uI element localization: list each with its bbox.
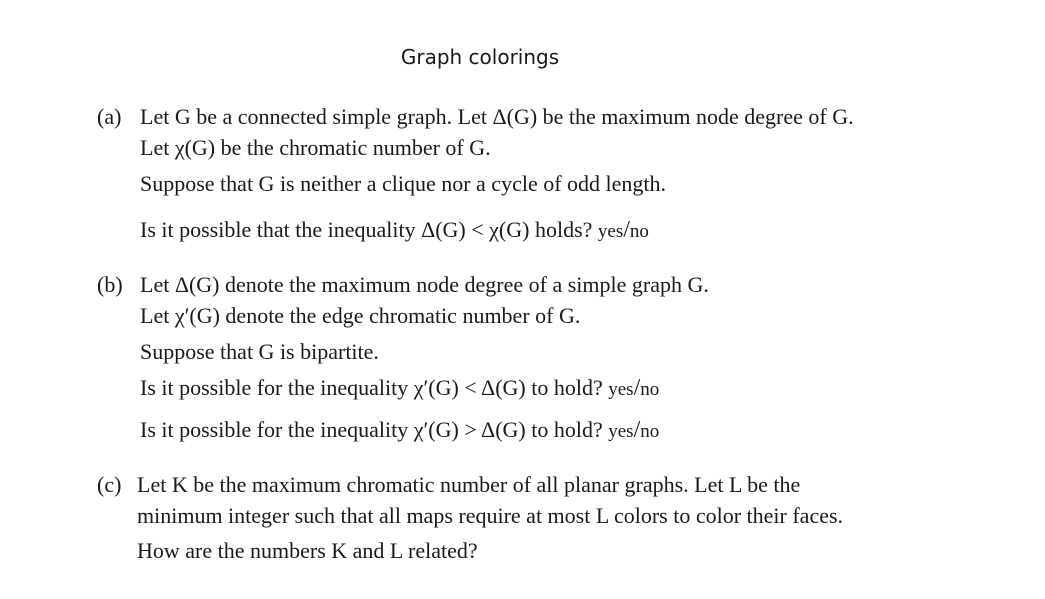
part-a-slash: / bbox=[623, 217, 630, 243]
part-a-line-3: Suppose that G is neither a clique nor a cycle of odd length. bbox=[140, 171, 667, 196]
part-b-question-2-text: Is it possible for the inequality χ′(G) > Δ(G) to hold? bbox=[140, 417, 603, 442]
part-b-q2-no-option[interactable]: no bbox=[640, 421, 660, 442]
part-b-label: (b) bbox=[97, 272, 123, 297]
part-b-q1-no-option[interactable]: no bbox=[640, 379, 660, 400]
part-b-question-1 bbox=[140, 375, 659, 403]
part-a-question-text: Is it possible that the inequality Δ(G) < χ(G) holds? bbox=[140, 217, 593, 242]
part-a-question bbox=[140, 217, 649, 245]
part-c-label: (c) bbox=[97, 472, 122, 497]
part-b-line-2: Let χ′(G) denote the edge chromatic number of G. bbox=[140, 303, 581, 328]
part-a-line-2: Let χ(G) be the chromatic number of G. bbox=[140, 135, 491, 160]
part-b-q1-slash: / bbox=[633, 375, 641, 401]
part-b-question-1-text: Is it possible for the inequality χ′(G) < Δ(G) to hold? bbox=[140, 375, 603, 400]
part-c-line-1: Let K be the maximum chromatic number of all planar graphs. Let L be the bbox=[137, 472, 801, 497]
part-b-q2-yes-option[interactable]: yes bbox=[608, 421, 634, 442]
part-a-yes-option[interactable]: yes bbox=[597, 221, 624, 242]
part-b-line-3: Suppose that G is bipartite. bbox=[140, 339, 379, 364]
part-b-q2-slash: / bbox=[633, 417, 641, 443]
part-a-label: (a) bbox=[97, 104, 122, 129]
part-c-line-2: minimum integer such that all maps require at most L colors to color their faces. bbox=[137, 503, 844, 528]
part-b-q1-yes-option[interactable]: yes bbox=[608, 379, 634, 400]
part-a-no-option[interactable]: no bbox=[629, 221, 649, 242]
page-title: Graph colorings bbox=[400, 45, 560, 69]
part-a-line-1: Let G be a connected simple graph. Let Δ(G) be the maximum node degree of G. bbox=[140, 104, 854, 129]
part-b-line-1: Let Δ(G) denote the maximum node degree of a simple graph G. bbox=[140, 272, 709, 297]
part-b-question-2 bbox=[140, 417, 659, 445]
part-c-line-3: How are the numbers K and L related? bbox=[137, 538, 478, 563]
